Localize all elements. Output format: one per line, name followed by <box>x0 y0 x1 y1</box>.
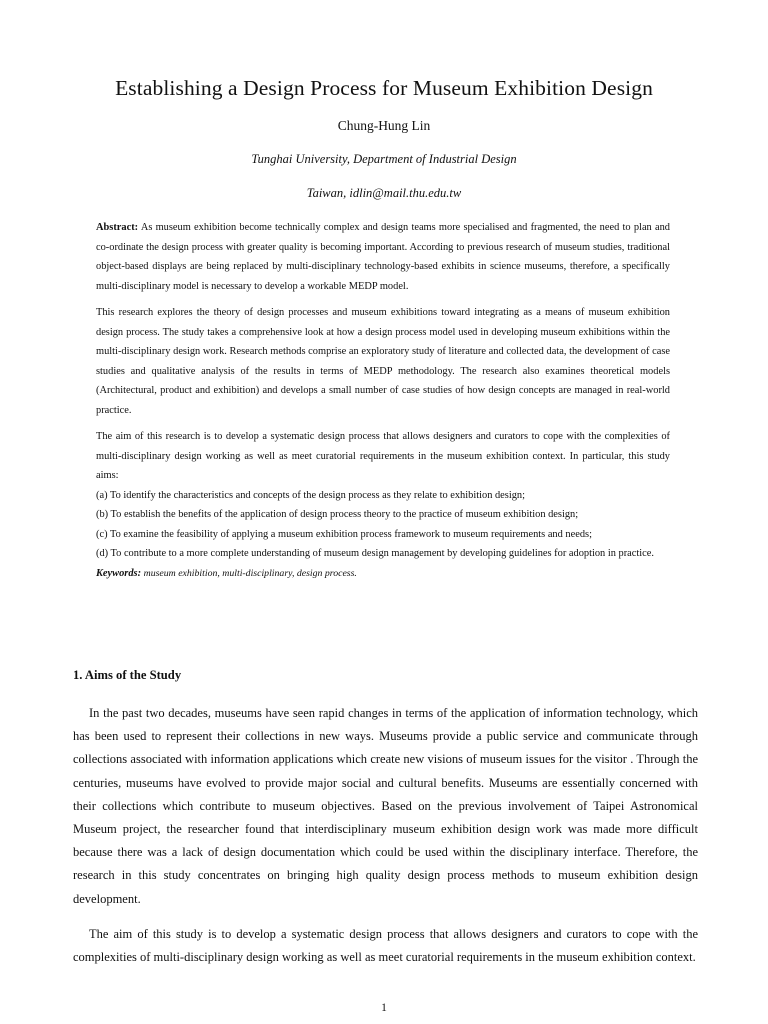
section-body <box>73 702 698 981</box>
body-paragraph-2: The aim of this study is to develop a systematic design process that allows designers and curators to cope with the complexities of multi-disciplinary design working as well as meet curatorial requirements in the museum exhibition context. <box>73 926 698 965</box>
author-name: Chung-Hung Lin <box>337 118 431 133</box>
abstract-paragraph-3: The aim of this research is to develop a systematic design process that allows designers and curators to cope with the complexities of multi-disciplinary design working as well as meet curatorial requirements in the museum exhibition context. In particular, this study aims: <box>96 431 670 481</box>
author-affiliation: Tunghai University, Department of Industrial Design <box>251 152 517 166</box>
abstract-text-1: As museum exhibition become technically complex and design teams more specialised and fragmented, the need to plan and co-ordinate the design process with greater quality is becoming important. According to previous research of museum studies, traditional object-based displays are being replaced by multi-disciplinary technology-based exhibits in science museums, therefore, a specifically multi-disciplinary model is necessary to develop a workable MEDP model. <box>96 222 670 292</box>
abstract-paragraph-1 <box>96 218 670 296</box>
keywords-line <box>96 564 670 584</box>
section-heading: 1. Aims of the Study <box>73 668 182 682</box>
body-paragraph-1: In the past two decades, museums have seen rapid changes in terms of the application of information technology, which has been used to represent their collections in new ways. Museums provide a public service and communicate through collections associated with information applications which create new visions of museum issues for the visitor . Through the centuries, museums have evolved to provide major social and cultural benefits. Museums are essentially concerned with their collections which contribute to museum objectives. Based on the previous involvement of Taipei Astronomical Museum project, the researcher found that interdisciplinary museum exhibition design work was made more difficult because there was a lack of design documentation which could be used within the disciplinary interface. Therefore, the research in this study concentrates on bringing high quality design process methods to museum exhibition design development. <box>73 706 698 906</box>
aim-item-c: (c) To examine the feasibility of applying a museum exhibition process framework to museum requirements and needs; <box>96 528 592 540</box>
abstract-paragraph-2: This research explores the theory of design processes and museum exhibitions toward integrating as a means of museum exhibition design process. The study takes a comprehensive look at how a design process model used in developing museum exhibitions within the multi-disciplinary design work. Research methods comprise an exploratory study of literature and collected data, the development of case studies and qualitative analysis of the results in terms of MEDP methodology. The research also examines theoretical models (Architectural, product and exhibition) and develops a small number of case studies of how design concepts are managed in real-world practice. <box>96 307 670 416</box>
keywords-label: Keywords: <box>96 567 142 579</box>
abstract-block <box>96 218 670 590</box>
paper-title: Establishing a Design Process for Museum Exhibition Design <box>115 76 653 100</box>
page-number: 1 <box>381 1002 387 1014</box>
keywords-text: museum exhibition, multi-disciplinary, design process. <box>143 567 357 579</box>
author-contact: Taiwan, idlin@mail.thu.edu.tw <box>306 186 462 200</box>
aim-item-d: (d) To contribute to a more complete understanding of museum design management by developing guidelines for adoption in practice. <box>96 548 655 559</box>
abstract-label: Abstract: <box>96 222 139 233</box>
aim-item-a: (a) To identify the characteristics and concepts of the design process as they relate to exhibition design; <box>96 489 525 501</box>
aim-item-b: (b) To establish the benefits of the application of design process theory to the practice of museum exhibition design; <box>96 509 579 520</box>
